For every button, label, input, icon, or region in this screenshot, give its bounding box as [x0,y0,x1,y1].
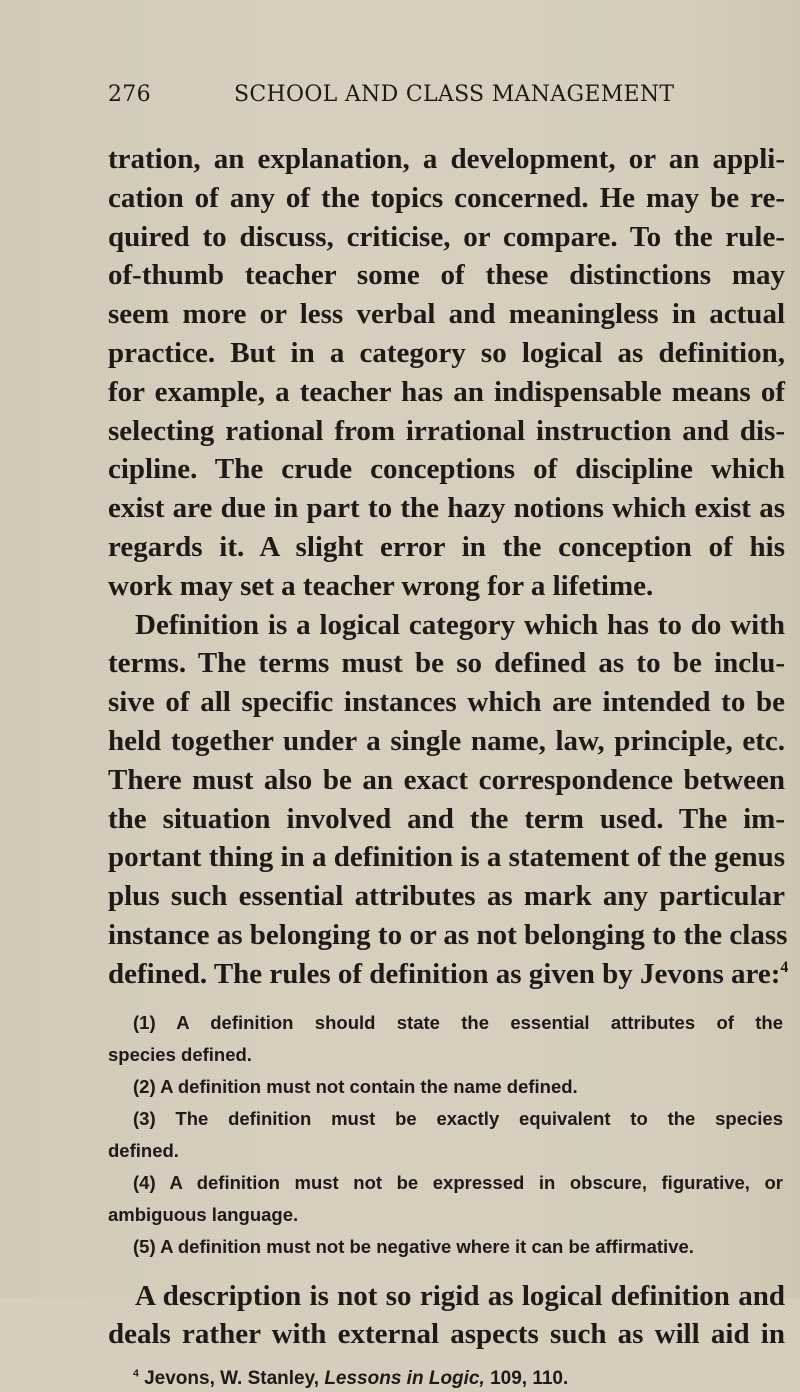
text-line: seem more or less verbal and meaningless in actual [108,298,785,331]
text-line-content: defined. The rules of definition as given by Jevons are: [108,957,781,990]
text-line: deals rather with external aspects such as will aid in [108,1318,785,1351]
running-head [108,82,788,110]
text-line: instance as belonging to or as not belonging to the class [108,918,788,951]
footnote [108,1366,785,1392]
text-line: cation of any of the topics concerned. He may be re- [108,181,785,214]
paragraph-3 [108,1277,785,1355]
text-line: held together under a single name, law, principle, etc. [108,724,785,757]
text-line: the situation involved and the term used. The im- [108,802,785,835]
text-line: There must also be an exact correspondence between [108,763,785,796]
text-line: tration, an explanation, a development, or an appli- [108,143,785,175]
page-number: 276 [108,82,151,107]
rule-item: (1) A definition should state the essential attributes of the [133,1011,783,1033]
paragraph-2 [108,606,789,994]
text-line: quired to discuss, criticise, or compare. To the rule- [108,220,785,253]
footnote-reference: 4 [780,958,789,976]
rule-item-continuation: ambiguous language. [108,1203,299,1225]
rule-item-continuation: defined. [108,1139,179,1161]
text-line: terms. The terms must be so defined as to be inclu- [108,647,785,680]
rule-item: (5) A definition must not be negative where it can be affirmative. [133,1235,694,1257]
definition-rules-list [108,1007,783,1263]
rule-item: (2) A definition must not contain the name defined. [133,1075,578,1097]
text-line: selecting rational from irrational instruction and dis- [108,414,785,447]
footnote-work-title: Lessons in Logic, [324,1368,485,1390]
footnote-pages: 109, 110. [490,1368,569,1390]
text-line: cipline. The crude conceptions of discipline which [108,453,785,486]
text-line: portant thing in a definition is a statement of the genus [108,841,785,874]
text-line: A description is not so rigid as logical definition and [135,1279,785,1312]
rule-item-continuation: species defined. [108,1043,252,1065]
text-line: plus such essential attributes as mark any particular [108,880,785,913]
text-line: of-thumb teacher some of these distinctions may [108,259,785,292]
text-line: regards it. A slight error in the conception of his [108,530,785,563]
paragraph-1 [108,140,785,606]
text-line: for example, a teacher has an indispensable means of [108,375,785,408]
text-line: work may set a teacher wrong for a lifetime. [108,569,654,602]
rule-item: (4) A definition must not be expressed in obscure, figurative, or [133,1171,783,1193]
text-line: practice. But in a category so logical as definition, [108,336,785,369]
text-line: exist are due in part to the hazy notions which exist as [108,492,785,525]
running-head-title: SCHOOL AND CLASS MANAGEMENT [234,82,675,107]
text-line: Definition is a logical category which has to do with [135,608,785,641]
footnote-author: Jevons, W. Stanley, [144,1368,320,1390]
footnote-marker: 4 [133,1368,139,1380]
rule-item: (3) The definition must be exactly equivalent to the species [133,1107,783,1129]
text-line: sive of all specific instances which are intended to be [108,686,785,719]
text-line [108,955,789,994]
